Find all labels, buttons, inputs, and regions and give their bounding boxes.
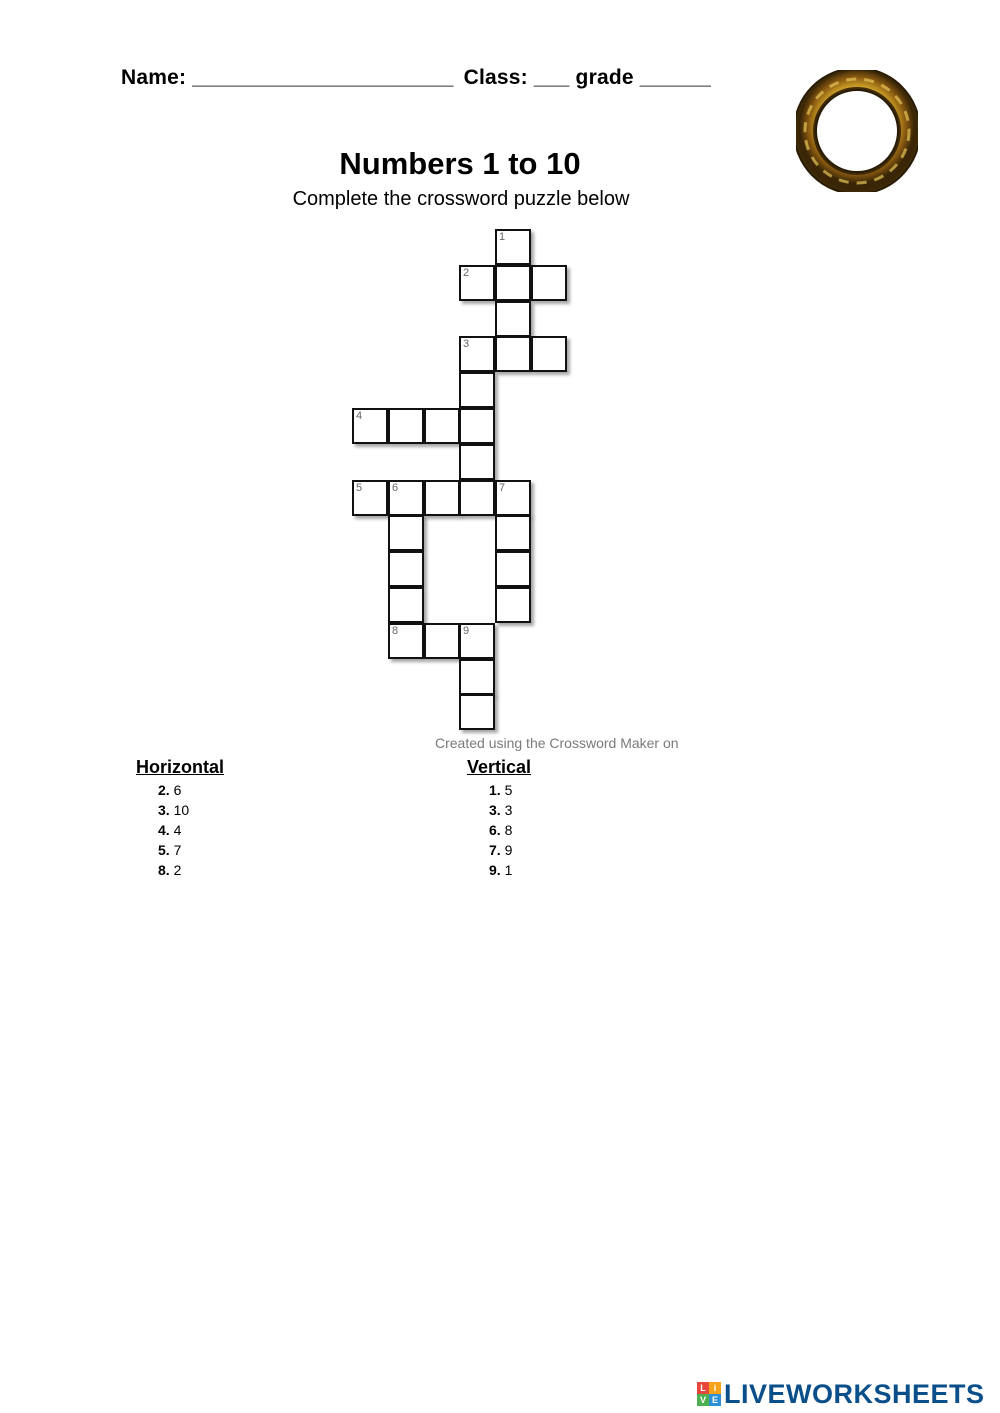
clue-number: 3. — [158, 802, 170, 818]
horizontal-heading: Horizontal — [136, 757, 224, 777]
clue-item — [489, 860, 512, 880]
crossword-cell[interactable] — [495, 587, 531, 623]
cell-number: 1 — [499, 231, 506, 243]
crossword-cell[interactable] — [388, 515, 424, 551]
clue-text: 10 — [173, 802, 190, 818]
logo-icon — [697, 1382, 721, 1406]
clue-item — [489, 820, 512, 840]
crossword-cell[interactable] — [424, 623, 460, 659]
logo-text: LIVEWORKSHEETS — [724, 1378, 985, 1409]
crossword-cell[interactable] — [495, 229, 531, 265]
clue-number: 3. — [489, 802, 501, 818]
crossword-cell[interactable] — [495, 551, 531, 587]
cell-number: 8 — [392, 625, 399, 637]
clue-number: 1. — [489, 782, 501, 798]
crossword-cell[interactable] — [388, 587, 424, 623]
crossword-cell[interactable] — [459, 336, 495, 372]
clue-number: 9. — [489, 862, 501, 878]
crossword-cell[interactable] — [459, 444, 495, 480]
cell-number: 2 — [463, 267, 470, 279]
cell-number: 3 — [463, 338, 470, 350]
crossword-cell[interactable] — [388, 408, 424, 444]
logo-icon-letter: V — [697, 1394, 709, 1406]
crossword-cell[interactable] — [459, 408, 495, 444]
header-fields — [121, 66, 715, 90]
clue-text: 3 — [504, 802, 513, 818]
name-field-label[interactable]: Name: ______________________ — [121, 66, 454, 89]
crossword-cell[interactable] — [495, 301, 531, 337]
cell-number: 4 — [356, 410, 363, 422]
clue-number: 2. — [158, 782, 170, 798]
clue-number: 4. — [158, 822, 170, 838]
crossword-cell[interactable] — [388, 480, 424, 516]
clue-text: 6 — [173, 782, 182, 798]
clue-item — [489, 780, 512, 800]
cell-number: 7 — [499, 482, 506, 494]
crossword-cell[interactable] — [531, 336, 567, 372]
crossword-cell[interactable] — [459, 659, 495, 695]
clue-text: 5 — [504, 782, 513, 798]
clue-number: 5. — [158, 842, 170, 858]
clue-text: 8 — [504, 822, 513, 838]
cell-number: 5 — [356, 482, 363, 494]
crossword-cell[interactable] — [352, 480, 388, 516]
clue-item — [489, 840, 512, 860]
clue-number: 6. — [489, 822, 501, 838]
vertical-clues — [489, 780, 512, 880]
crossword-cell[interactable] — [531, 265, 567, 301]
crossword-cell[interactable] — [459, 265, 495, 301]
credit-text: Created using the Crossword Maker on — [435, 735, 679, 751]
class-field-label[interactable]: Class: ___ grade ______ — [463, 66, 712, 89]
crossword-cell[interactable] — [495, 515, 531, 551]
crossword-cell[interactable] — [495, 480, 531, 516]
clue-item — [158, 800, 189, 820]
clue-item — [158, 780, 189, 800]
vertical-heading: Vertical — [467, 757, 532, 777]
clue-text: 2 — [173, 862, 182, 878]
crossword-cell[interactable] — [352, 408, 388, 444]
page-subtitle: Complete the crossword puzzle below — [292, 188, 630, 210]
crossword-cell[interactable] — [459, 694, 495, 730]
clue-item — [158, 840, 189, 860]
crossword-cell[interactable] — [495, 336, 531, 372]
clue-item — [158, 820, 189, 840]
cell-number: 9 — [463, 625, 470, 637]
page-title: Numbers 1 to 10 — [339, 146, 581, 181]
crossword-cell[interactable] — [459, 480, 495, 516]
logo-icon-letter: L — [697, 1382, 709, 1394]
clue-text: 7 — [173, 842, 182, 858]
liveworksheets-logo[interactable] — [697, 1378, 985, 1410]
clue-item — [489, 800, 512, 820]
crossword-cell[interactable] — [495, 265, 531, 301]
logo-icon-letter: i — [709, 1382, 721, 1394]
crossword-cell[interactable] — [459, 623, 495, 659]
crossword-cell[interactable] — [424, 480, 460, 516]
cell-number: 6 — [392, 482, 399, 494]
horizontal-clues — [158, 780, 189, 880]
clue-text: 1 — [504, 862, 513, 878]
clue-item — [158, 860, 189, 880]
logo-icon-letter: E — [709, 1394, 721, 1406]
crossword-cell[interactable] — [388, 623, 424, 659]
clue-text: 9 — [504, 842, 513, 858]
crossword-cell[interactable] — [424, 408, 460, 444]
crossword-cell[interactable] — [459, 372, 495, 408]
clue-text: 4 — [173, 822, 182, 838]
clue-number: 8. — [158, 862, 170, 878]
clue-number: 7. — [489, 842, 501, 858]
crossword-cell[interactable] — [388, 551, 424, 587]
